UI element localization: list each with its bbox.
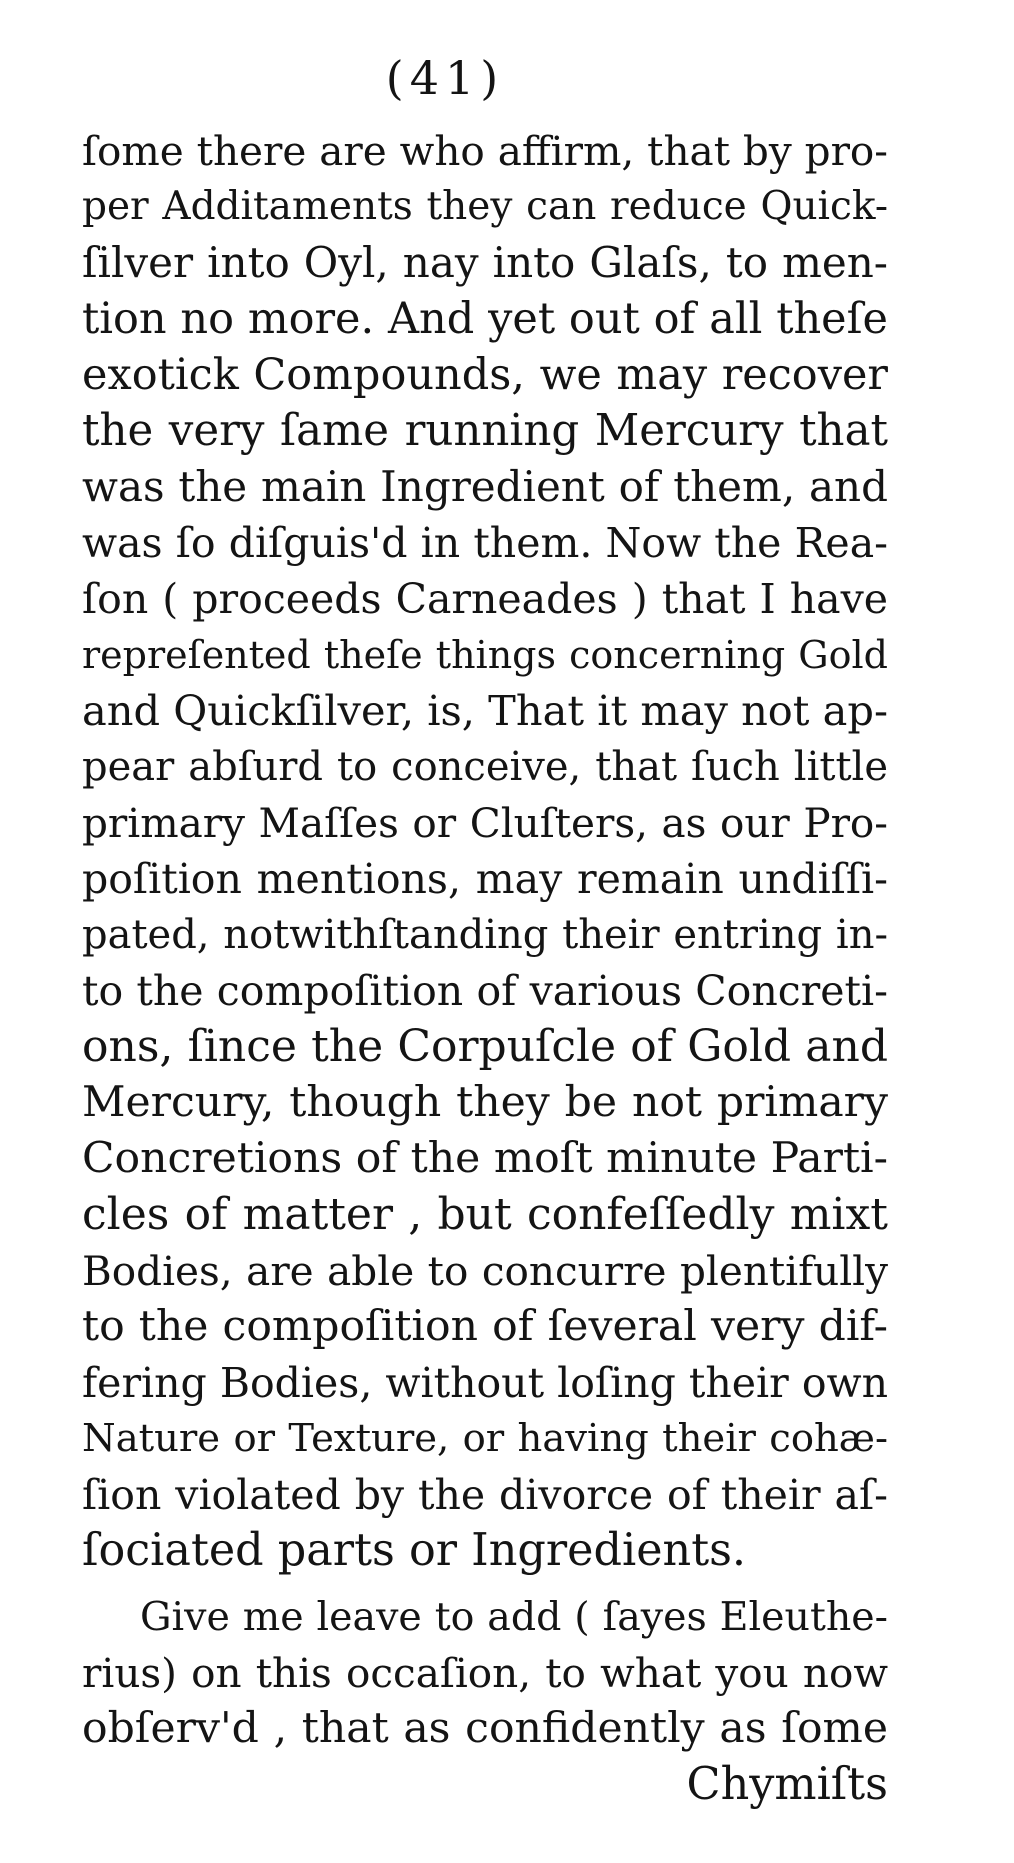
- text-line: ſociated parts or Ingredients.: [82, 1525, 747, 1576]
- text-line: and Quickſilver, is, That it may not ap-: [82, 686, 888, 735]
- text-line: ſion violated by the divorce of their aſ-: [82, 1471, 888, 1519]
- text-line: to the compoſition of ſeveral very dif-: [82, 1302, 888, 1351]
- text-line: Give me leave to add ( ſayes Eleuthe-: [140, 1594, 888, 1640]
- text-line: ſon ( proceeds Carneades ) that I have: [82, 575, 888, 623]
- text-line: to the compoſition of various Concreti-: [82, 967, 888, 1015]
- text-line: the very ſame running Mercury that: [82, 406, 888, 456]
- text-line: exotick Compounds, we may recover: [82, 350, 888, 400]
- text-line: cles of matter , but confeſſedly mixt: [82, 1189, 888, 1240]
- text-line: ſome there are who affirm, that by pro-: [82, 127, 888, 175]
- text-line: was ſo diſguis'd in them. Now the Rea-: [82, 519, 888, 567]
- text-line: repreſented theſe things concerning Gold: [82, 633, 888, 677]
- text-line: fering Bodies, without loſing their own: [82, 1359, 888, 1407]
- text-line: obſerv'd , that as confidently as ſome: [82, 1704, 888, 1753]
- page-number: (41): [385, 51, 505, 105]
- text-line: Concretions of the moſt minute Parti-: [82, 1134, 888, 1183]
- paragraph-2: [82, 1589, 888, 1757]
- text-line: Nature or Texture, or having their cohæ-: [82, 1416, 888, 1461]
- text-line: pated, notwithſtanding their entring in-: [82, 912, 888, 958]
- text-line: Bodies, are able to concurre plentifully: [82, 1247, 888, 1295]
- text-line: ons, ſince the Corpuſcle of Gold and: [82, 1021, 888, 1072]
- text-line: Mercury, though they be not primary: [82, 1078, 888, 1127]
- text-line: poſition mentions, may remain undiſſi-: [82, 855, 888, 903]
- paragraph-1: [82, 123, 888, 1579]
- text-line: primary Maſſes or Cluſters, as our Pro-: [82, 799, 888, 847]
- body-text: [82, 123, 888, 1813]
- text-line: pear abſurd to conceive, that ſuch little: [82, 744, 888, 790]
- text-line: tion no more. And yet out of all theſe: [82, 294, 888, 344]
- paragraph-gap: [82, 1579, 888, 1589]
- text-line: ſilver into Oyl, nay into Glaſs, to men-: [82, 238, 888, 287]
- text-line: per Additaments they can reduce Quick-: [82, 184, 888, 229]
- text-line: was the main Ingredient of them, and: [82, 462, 888, 511]
- text-line: rius) on this occaſion, to what you now: [82, 1649, 888, 1697]
- catchword: Chymiſts: [686, 1759, 888, 1810]
